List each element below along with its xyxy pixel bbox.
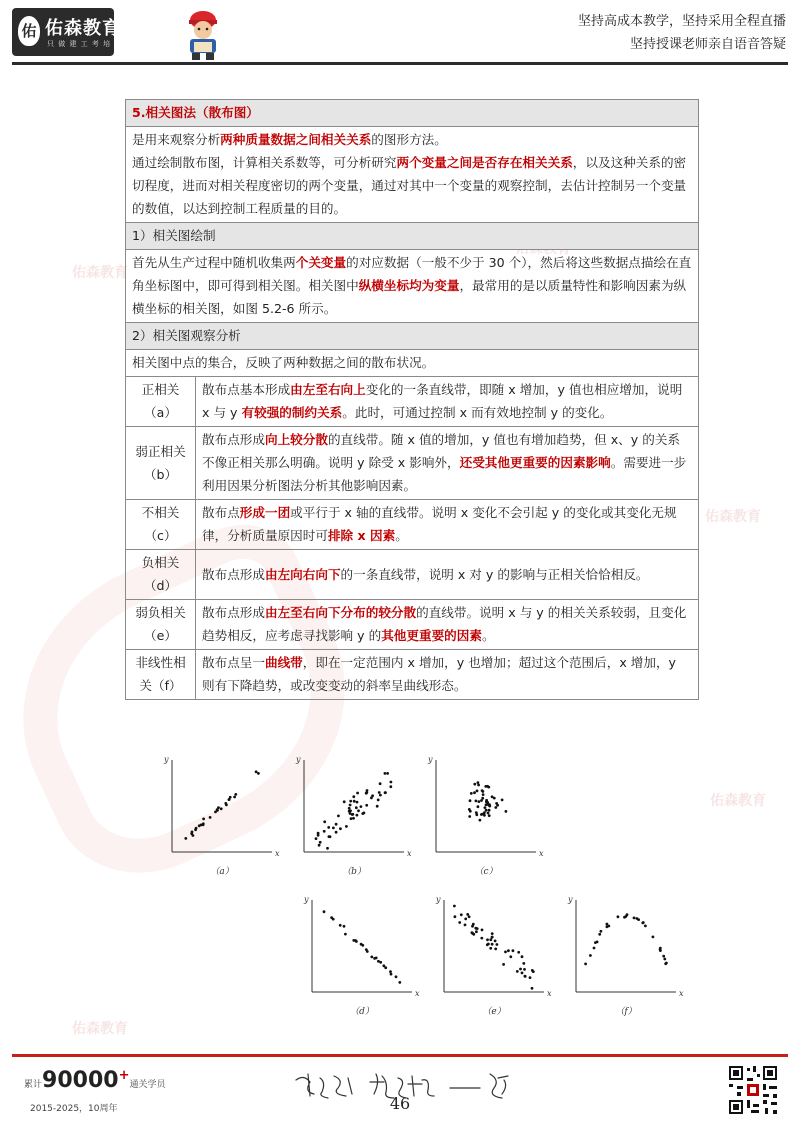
scatter-point: [478, 800, 481, 803]
scatter-point: [480, 937, 483, 940]
figure-caption: （d）: [350, 1007, 374, 1017]
subsection-title-row: [126, 223, 699, 250]
text: 的对应数据（一般不少于 30 个），然后将这些数据点描绘在直角坐标图中，即可得到相关图。相关图中: [132, 255, 692, 293]
scatter-point: [516, 970, 519, 973]
header-divider: [12, 62, 788, 65]
counter-suffix: 通关学员: [129, 1080, 166, 1090]
scatter-figure-c: [424, 752, 544, 880]
row-label-code: （d）: [143, 578, 178, 593]
table-row: [126, 427, 699, 500]
scatter-point: [389, 970, 392, 973]
row-label: 弱正相关: [135, 443, 186, 459]
scatter-point: [633, 917, 636, 920]
x-axis-label: x: [275, 849, 280, 858]
intro-row: [126, 127, 699, 223]
row-label: 弱负相关: [135, 605, 186, 620]
scatter-point: [487, 943, 490, 946]
scatter-point: [343, 925, 346, 928]
scatter-point: [360, 943, 363, 946]
scatter-point: [344, 933, 347, 936]
scatter-point: [339, 827, 342, 830]
scatter-point: [623, 916, 626, 919]
text: ，即在一定范围内 x 增加，y 也增加；超过这个范围后，x 增加，y 则有下降趋势，或改变变动的斜率呈曲线形态。: [202, 655, 677, 693]
scatter-point: [355, 806, 358, 809]
scatter-point: [361, 812, 364, 815]
text: 。此时，可通过控制 x 而有效地控制 y 的变化。: [342, 405, 613, 420]
scatter-point: [606, 923, 609, 926]
scatter-point: [453, 905, 456, 908]
scatter-point: [202, 818, 205, 821]
scatter-point: [350, 817, 353, 820]
brand-logo: [12, 8, 121, 56]
row-label: 负相关: [141, 555, 180, 570]
scatter-point: [220, 807, 223, 810]
scatter-point: [496, 943, 499, 946]
row-label: 正相关: [141, 382, 180, 397]
scatter-point: [491, 943, 494, 946]
scatter-point: [507, 949, 510, 952]
scatter-point: [464, 924, 467, 927]
scatter-point: [375, 957, 378, 960]
scatter-point: [486, 938, 489, 941]
text: 是用来观察分析: [132, 132, 221, 147]
scatter-figure-f: [564, 892, 684, 1020]
scatter-point: [379, 794, 382, 797]
scatter-point: [454, 915, 457, 918]
highlight: 个关变量: [295, 255, 347, 270]
scatter-point: [323, 830, 326, 833]
scatter-point: [662, 955, 665, 958]
text: 散布点形成: [202, 432, 265, 447]
scatter-point: [349, 800, 352, 803]
header-slogan-line-2: 坚持授课老师亲自语音答疑: [629, 37, 786, 52]
figure-caption: （a）: [210, 867, 234, 877]
scatter-point: [323, 820, 326, 823]
row-label: 非线性相: [135, 655, 186, 670]
scatter-point: [390, 973, 393, 976]
scatter-point: [323, 910, 326, 913]
scatter-point: [349, 812, 352, 815]
text: 的直线带。说明 x 与 y 的相关关系较弱，且变化趋势相反，应考虑寻找影响 y 的: [202, 605, 687, 643]
highlight: 由左至右向上: [290, 382, 366, 397]
scatter-point: [494, 948, 497, 951]
scatter-point: [502, 963, 505, 966]
scatter-point: [209, 816, 212, 819]
scatter-point: [379, 961, 382, 964]
row-description: [196, 377, 699, 427]
highlight: 由左向右向下: [264, 566, 341, 582]
text: 通过绘制散布图，计算相关系数等，可分析研究: [132, 155, 397, 170]
row-label: 不相关: [141, 505, 180, 520]
scatter-point: [584, 963, 587, 966]
scatter-point: [470, 792, 473, 795]
scatter-point: [659, 947, 662, 950]
scatter-point: [202, 822, 205, 825]
section-title-row: [126, 100, 699, 127]
scatter-point: [349, 809, 352, 812]
scatter-point: [494, 806, 497, 809]
scatter-point: [468, 815, 471, 818]
scatter-point: [378, 791, 381, 794]
y-axis-label: y: [428, 755, 433, 764]
scatter-point: [517, 951, 520, 954]
text: 散布点: [202, 505, 240, 520]
highlight: 排除 x 因素: [327, 528, 396, 543]
scatter-point: [474, 927, 477, 930]
x-axis-label: x: [539, 849, 544, 858]
watermark-text: 佑森教育: [705, 509, 761, 525]
highlight: 两种质量数据之间相关关系: [220, 132, 372, 147]
scatter-point: [326, 847, 329, 850]
scatter-point: [663, 958, 666, 961]
scatter-point: [349, 804, 352, 807]
scatter-point: [477, 805, 480, 808]
table-row: [126, 600, 699, 650]
scatter-point: [466, 913, 469, 916]
text: 。: [481, 628, 495, 643]
scatter-point: [317, 834, 320, 837]
header-slogan-line-1: 坚持高成本教学，坚持采用全程直播: [577, 14, 786, 29]
scatter-point: [351, 813, 354, 816]
scatter-point: [356, 801, 359, 804]
scatter-point: [398, 981, 401, 984]
text: 。需要进一步利用因果分析图法分析其他影响因素。: [202, 455, 687, 493]
scatter-point: [371, 794, 374, 797]
scatter-point: [652, 936, 655, 939]
scatter-point: [529, 976, 532, 979]
row-label-code: （a）: [144, 405, 177, 420]
scatter-point: [384, 772, 387, 775]
highlight: 其他更重要的因素: [381, 628, 482, 643]
scatter-point: [384, 791, 387, 794]
scatter-point: [365, 792, 368, 795]
scatter-point: [606, 925, 609, 928]
x-axis-label: x: [415, 989, 420, 998]
scatter-point: [479, 819, 482, 822]
scatter-point: [593, 947, 596, 950]
logo-seal-icon: 佑: [18, 16, 40, 46]
scatter-point: [641, 922, 644, 925]
x-axis-label: x: [679, 989, 684, 998]
scatter-point: [255, 770, 258, 773]
scatter-figure-b: [292, 752, 412, 880]
scatter-point: [598, 933, 601, 936]
scatter-point: [477, 781, 480, 784]
scatter-point: [357, 809, 360, 812]
scatter-point: [352, 817, 355, 820]
subsection-title-row: [126, 323, 699, 350]
correlation-table: [125, 99, 699, 700]
figure-caption: （e）: [482, 1007, 506, 1017]
text: 变化的一条直线带，即随 x 增加，y 值也相应增加，说明 x 与 y: [202, 382, 683, 420]
y-axis-label: y: [436, 895, 441, 904]
scatter-point: [488, 805, 491, 808]
scatter-point: [234, 793, 237, 796]
highlight: 还受其他更重要的因素影响: [459, 455, 611, 470]
text: 散布点形成: [202, 605, 265, 620]
scatter-point: [476, 790, 479, 793]
scatter-point: [482, 790, 485, 793]
scatter-point: [386, 772, 389, 775]
y-axis-label: y: [296, 755, 301, 764]
scatter-point: [486, 785, 489, 788]
row-description: [196, 550, 699, 600]
subsection-2-intro: 相关图中点的集合，反映了两种数据之间的散布状况。: [132, 355, 435, 370]
watermark-text: 佑森教育: [72, 265, 128, 281]
scatter-point: [522, 962, 525, 965]
counter-prefix: 累计: [24, 1080, 43, 1090]
scatter-point: [327, 826, 330, 829]
scatter-point: [194, 828, 197, 831]
scatter-point: [382, 964, 385, 967]
signature-text: 专岗专训 精益求精 一路学: [410, 1102, 422, 1103]
scatter-point: [644, 925, 647, 928]
counter-plus: +: [118, 1068, 130, 1083]
scatter-point: [390, 781, 393, 784]
row-label-code: （e）: [144, 628, 177, 643]
highlight: 由左至右向下分布的较分散: [264, 605, 417, 620]
highlight: 纵横坐标均为变量: [358, 278, 460, 293]
highlight: 有较强的制约关系: [241, 405, 343, 420]
watermark-text: 佑森教育: [710, 793, 766, 809]
scatter-point: [509, 955, 512, 958]
scatter-point: [659, 949, 662, 952]
scatter-point: [485, 800, 488, 803]
page-number: 46: [389, 1094, 411, 1113]
page-header: [0, 0, 800, 68]
scatter-point: [664, 962, 667, 965]
scatter-point: [504, 951, 507, 954]
row-label-code: 关（f）: [139, 678, 182, 693]
scatter-point: [318, 844, 321, 847]
scatter-point: [589, 954, 592, 957]
scatter-point: [356, 792, 359, 795]
scatter-point: [353, 800, 356, 803]
table-row: [126, 500, 699, 550]
scatter-point: [460, 913, 463, 916]
scatter-point: [485, 809, 488, 812]
intro-paragraph-2: [132, 151, 692, 220]
scatter-point: [521, 955, 524, 958]
scatter-point: [332, 827, 335, 830]
scatter-point: [475, 800, 478, 803]
footer-divider: [12, 1054, 788, 1057]
scatter-point: [348, 807, 351, 810]
scatter-point: [233, 796, 236, 799]
row-description: [196, 500, 699, 550]
scatter-figure-e: [432, 892, 552, 1020]
scatter-point: [600, 930, 603, 933]
scatter-point: [494, 940, 497, 943]
y-axis-label: y: [304, 895, 309, 904]
scatter-point: [473, 791, 476, 794]
scatter-point: [480, 799, 483, 802]
mascot-icon: [178, 6, 228, 62]
x-axis-label: x: [407, 849, 412, 858]
table-row: [126, 377, 699, 427]
text: 的一条直线带，说明 x 对 y 的影响与正相关恰恰相反。: [340, 566, 649, 582]
text: 或平行于 x 轴的直线带。说明 x 变化不会引起 y 的变化或其变化无规律，分析质量原因时可: [202, 505, 677, 543]
scatter-point: [468, 915, 471, 918]
scatter-point: [489, 947, 492, 950]
scatter-point: [471, 925, 474, 928]
scatter-point: [337, 815, 340, 818]
scatter-point: [343, 800, 346, 803]
scatter-point: [519, 968, 522, 971]
scatter-point: [496, 804, 499, 807]
scatter-point: [345, 825, 348, 828]
figure-caption: （c）: [474, 867, 498, 877]
scatter-point: [488, 814, 491, 817]
qr-code-icon: [727, 1064, 779, 1116]
scatter-point: [524, 975, 527, 978]
scatter-point: [458, 921, 461, 924]
scatter-figure-a: [160, 752, 280, 880]
y-axis-label: y: [568, 895, 573, 904]
highlight: 向上较分散: [264, 432, 328, 447]
scatter-point: [464, 918, 467, 921]
text: 散布点基本形成: [202, 382, 291, 397]
scatter-point: [192, 834, 195, 837]
scatter-point: [370, 956, 373, 959]
students-counter: [24, 1068, 165, 1093]
scatter-point: [335, 823, 338, 826]
intro-paragraph-1: [132, 128, 692, 151]
scatter-point: [469, 810, 472, 813]
scatter-point: [484, 806, 487, 809]
text: 散布点形成: [202, 566, 265, 582]
scatter-point: [512, 949, 515, 952]
highlight: 曲线带: [264, 655, 303, 670]
scatter-point: [225, 804, 228, 807]
scatter-point: [198, 824, 201, 827]
section-title: 5.相关图法（散布图）: [132, 105, 259, 120]
row-label-code: （c）: [144, 528, 177, 543]
scatter-point: [366, 950, 369, 953]
subsection-1-body-row: [126, 250, 699, 323]
scatter-point: [329, 835, 332, 838]
scatter-point: [493, 797, 496, 800]
watermark-text: 佑森教育: [72, 1021, 128, 1037]
scatter-point: [475, 811, 478, 814]
table-row: [126, 550, 699, 600]
subsection-2-intro-row: [126, 350, 699, 377]
scatter-point: [376, 805, 379, 808]
scatter-point: [617, 915, 620, 918]
scatter-point: [481, 813, 484, 816]
text: 首先从生产过程中随机收集两: [132, 255, 296, 270]
scatter-point: [532, 970, 535, 973]
anniversary-text: 2015-2025，10周年: [30, 1104, 118, 1114]
scatter-point: [521, 972, 524, 975]
scatter-point: [489, 938, 492, 941]
scatter-point: [523, 968, 526, 971]
scatter-point: [191, 831, 194, 834]
scatter-point: [228, 798, 231, 801]
text: ，以及这种关系的密切程度，进而对相关程度密切的两个变量，通过对其中一个变量的观察控制，去估计控制另一个变量的数值，以达到控制工程质量的目的。: [132, 155, 687, 216]
scatter-figure-d: [300, 892, 420, 1020]
y-axis-label: y: [164, 755, 169, 764]
scatter-point: [501, 799, 504, 802]
highlight: 两个变量之间是否存在相关关系: [396, 155, 573, 170]
text: ，最常用的是以质量特性和影响因素为纵横坐标的相关图，如图 5.2-6 所示。: [132, 278, 687, 316]
text: 的直线带。随 x 值的增加，y 值也有增加趋势，但 x、y 的关系不像正相关那么明确。说明 y 除受 x 影响外，: [202, 432, 681, 470]
scatter-point: [360, 805, 363, 808]
scatter-point: [365, 804, 368, 807]
logo-name: 佑森教育: [45, 18, 121, 39]
scatter-point: [319, 841, 322, 844]
text: 。: [395, 528, 408, 543]
scatter-point: [366, 789, 369, 792]
scatter-point: [487, 812, 490, 815]
x-axis-label: x: [547, 989, 552, 998]
scatter-point: [389, 785, 392, 788]
text: 的图形方法。: [371, 132, 447, 147]
scatter-point: [217, 806, 220, 809]
text: 散布点呈一: [202, 655, 265, 670]
table-row: [126, 650, 699, 700]
scatter-point: [469, 799, 472, 802]
highlight: 形成一团: [239, 505, 291, 520]
scatter-point: [395, 975, 398, 978]
scatter-point: [482, 793, 485, 796]
scatter-point: [377, 799, 380, 802]
scatter-point: [594, 941, 597, 944]
scatter-point: [481, 929, 484, 932]
row-description: [196, 600, 699, 650]
scatter-point: [472, 933, 475, 936]
logo-slogan: 只 做 建 工 考 培: [47, 40, 112, 48]
subsection-1-title: 1）相关图绘制: [132, 228, 216, 243]
figure-caption: （b）: [342, 867, 366, 877]
scatter-point: [184, 837, 187, 840]
scatter-point: [352, 795, 355, 798]
counter-number: 90000: [42, 1068, 119, 1093]
scatter-point: [505, 810, 508, 813]
scatter-point: [339, 924, 342, 927]
row-description: [196, 650, 699, 700]
scatter-point: [379, 782, 382, 785]
scatter-point: [531, 987, 534, 990]
scatter-point: [335, 831, 338, 834]
scatter-point: [637, 918, 640, 921]
scatter-point: [477, 784, 480, 787]
scatter-point: [332, 918, 335, 921]
scatter-point: [473, 783, 476, 786]
scatter-point: [491, 936, 494, 939]
row-description: [196, 427, 699, 500]
figure-caption: （f）: [615, 1007, 637, 1017]
scatter-point: [356, 814, 359, 817]
scatter-point: [315, 837, 318, 840]
row-label-code: （b）: [143, 466, 178, 482]
scatter-point: [475, 930, 478, 933]
scatter-point: [488, 809, 491, 812]
subsection-1-body: [126, 250, 699, 323]
scatter-point: [491, 932, 494, 935]
scatter-point: [355, 940, 358, 943]
scatter-point: [257, 772, 260, 775]
subsection-2-title: 2）相关图观察分析: [132, 328, 241, 343]
